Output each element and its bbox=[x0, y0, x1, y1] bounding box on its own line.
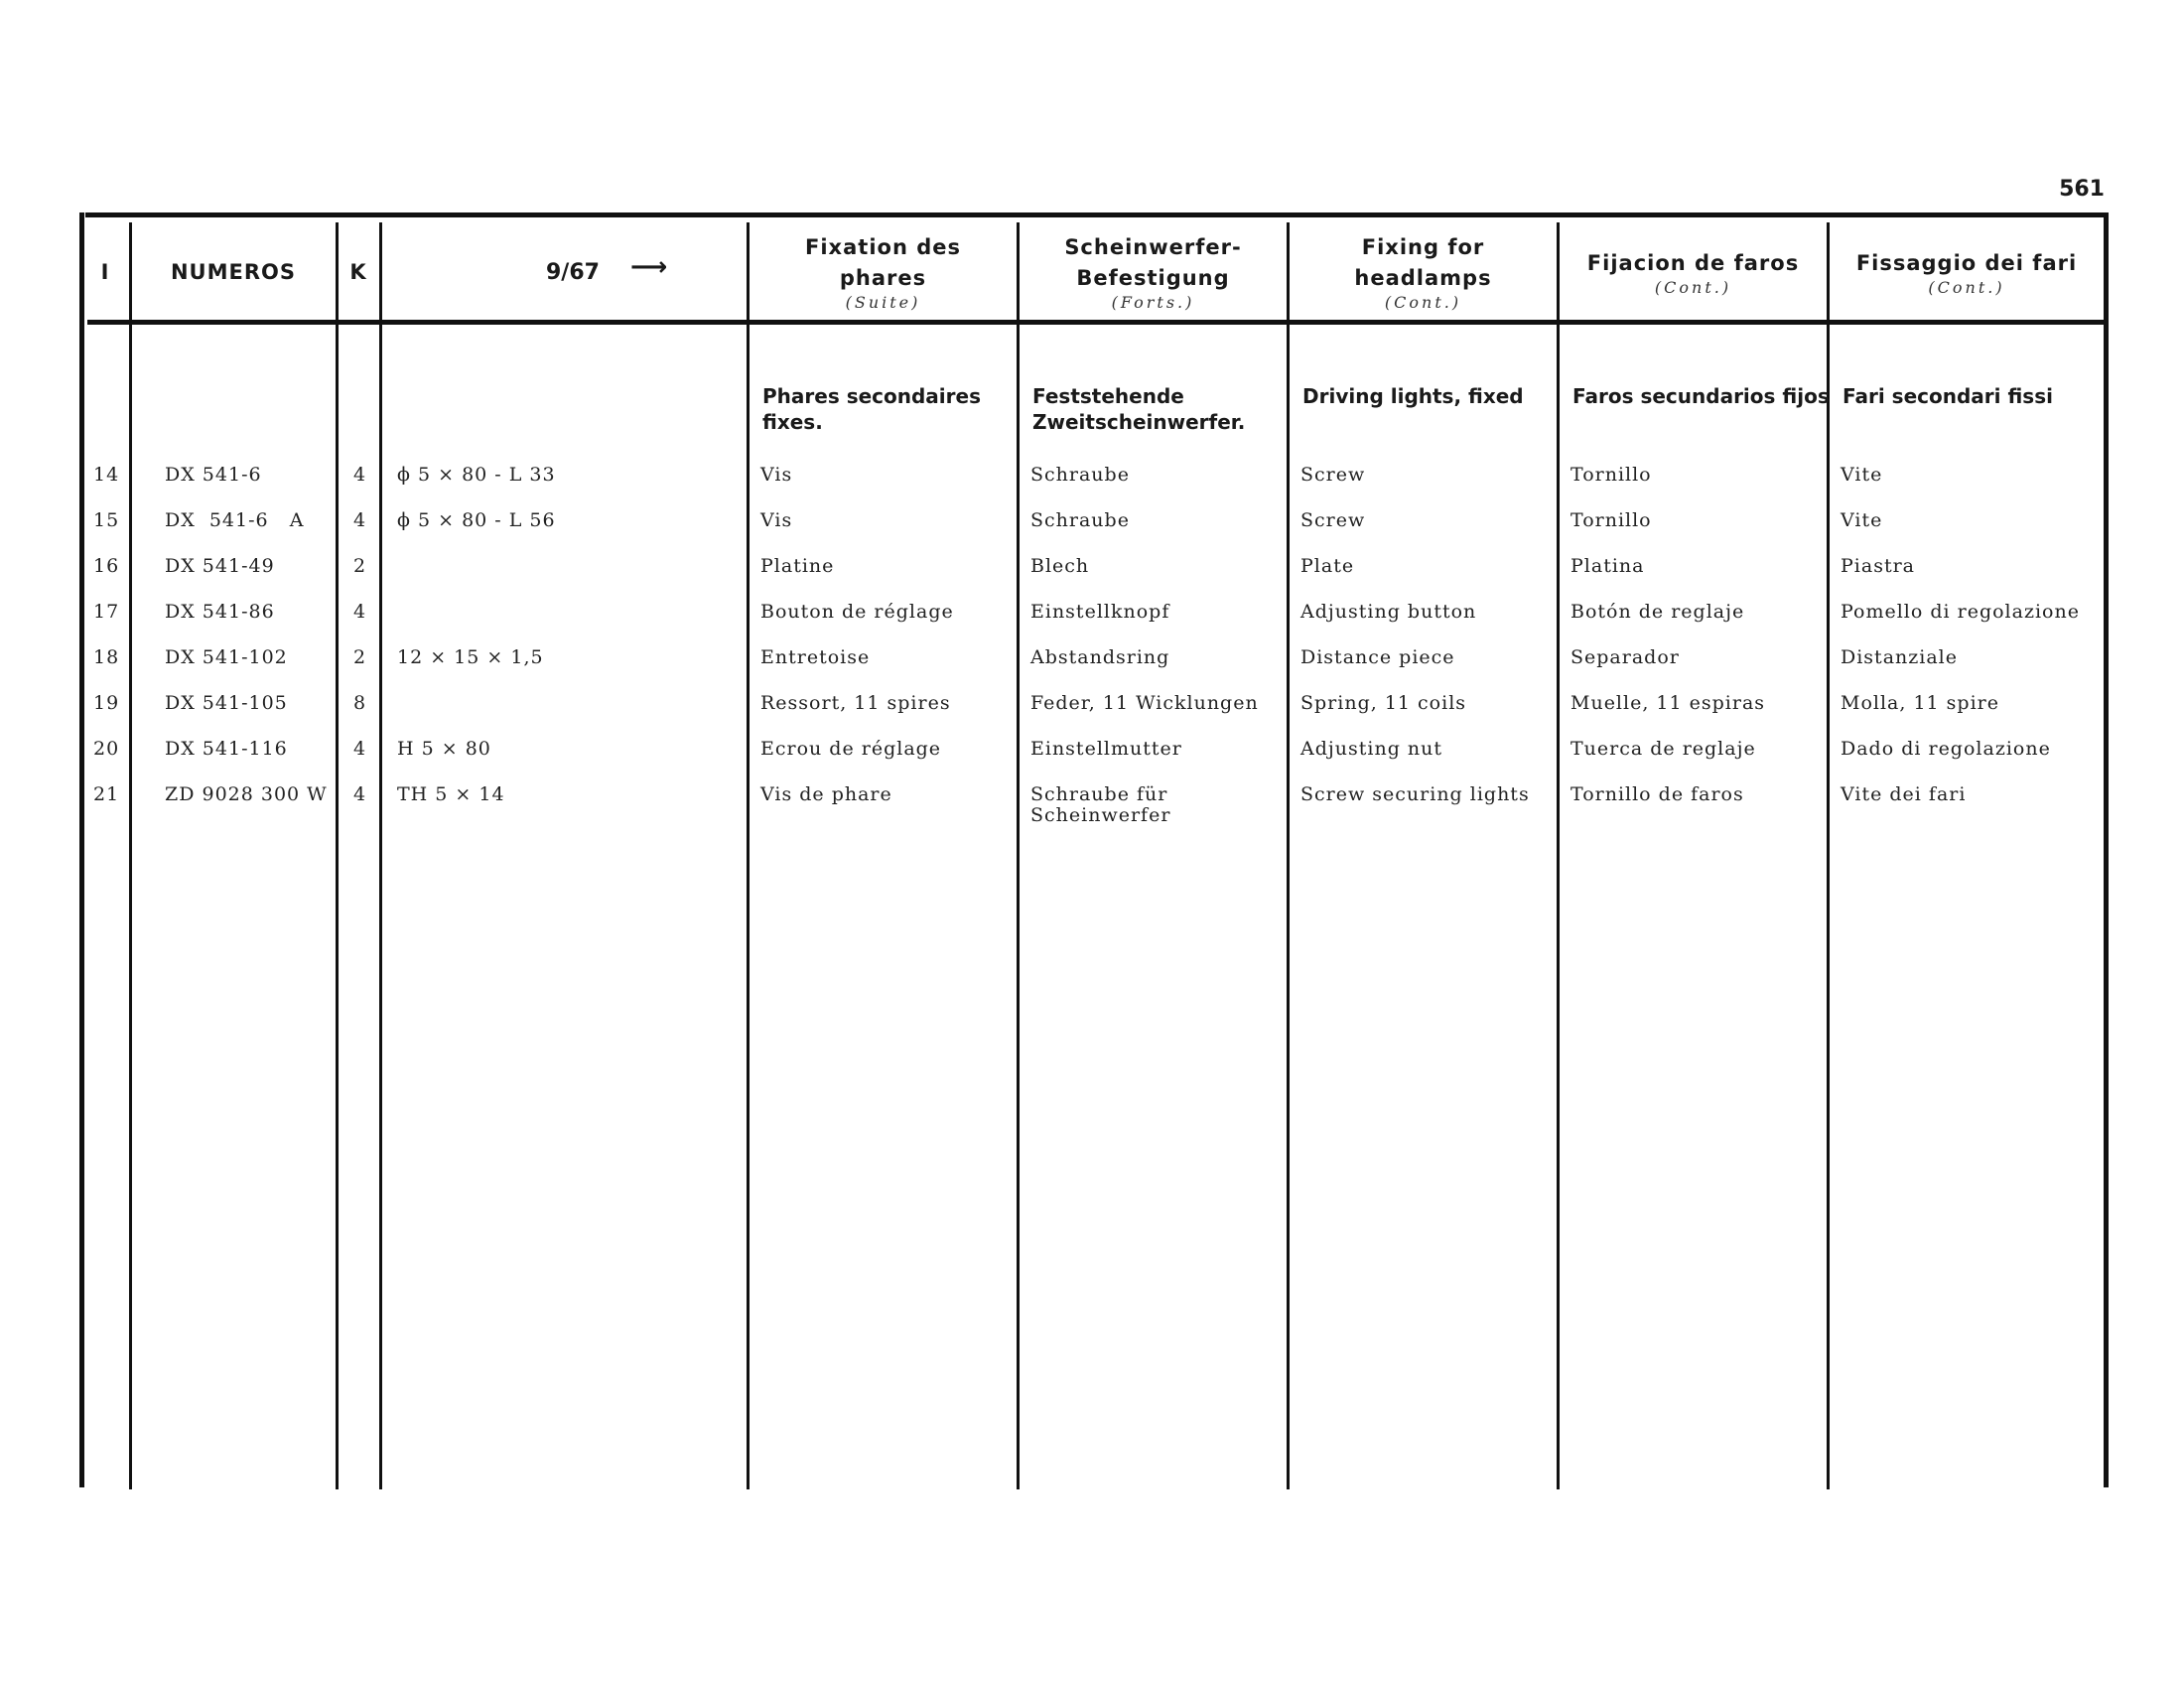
desc-italian: Vite dei fari bbox=[1841, 783, 1967, 805]
row-index: 17 bbox=[93, 601, 120, 623]
parts-table bbox=[79, 209, 2109, 1487]
row-index: 18 bbox=[93, 646, 120, 668]
desc-french: Vis bbox=[760, 464, 793, 486]
table-row bbox=[79, 602, 2109, 647]
desc-german: Blech bbox=[1030, 555, 1090, 577]
row-index: 19 bbox=[93, 692, 120, 714]
column-rule bbox=[747, 222, 750, 1489]
quantity: 4 bbox=[353, 464, 367, 486]
desc-spanish: Separador bbox=[1570, 646, 1680, 668]
desc-italian: Dado di regolazione bbox=[1841, 738, 2051, 760]
part-number: DX 541-116 bbox=[165, 738, 288, 760]
section-title-german: Feststehende Zweitscheinwerfer. bbox=[1032, 384, 1246, 434]
desc-english: Screw securing lights bbox=[1300, 783, 1530, 805]
desc-french: Vis bbox=[760, 509, 793, 531]
table-row bbox=[79, 556, 2109, 602]
table-top-rule bbox=[85, 212, 2109, 217]
desc-french: Platine bbox=[760, 555, 835, 577]
table-row bbox=[79, 784, 2109, 830]
section-title-italian: Fari secondari fissi bbox=[1843, 384, 2053, 408]
part-number: DX 541-102 bbox=[165, 646, 288, 668]
part-number: DX 541-105 bbox=[165, 692, 288, 714]
desc-english: Screw bbox=[1300, 509, 1366, 531]
desc-spanish: Tornillo bbox=[1570, 464, 1652, 486]
page-number: 561 bbox=[2059, 177, 2105, 202]
column-rule bbox=[336, 222, 339, 1489]
quantity: 4 bbox=[353, 738, 367, 760]
row-index: 21 bbox=[93, 783, 120, 805]
desc-german: Abstandsring bbox=[1030, 646, 1170, 668]
dimensions: ϕ 5 × 80 - L 33 bbox=[397, 464, 556, 486]
quantity: 4 bbox=[353, 783, 367, 805]
header-bottom-rule bbox=[87, 320, 2107, 325]
desc-italian: Vite bbox=[1841, 509, 1883, 531]
part-number: DX 541-86 bbox=[165, 601, 275, 623]
row-index: 16 bbox=[93, 555, 120, 577]
header-french: Fixation des phares (Suite) bbox=[805, 235, 961, 312]
column-rule bbox=[79, 212, 84, 1487]
desc-french: Bouton de réglage bbox=[760, 601, 954, 623]
desc-spanish: Platina bbox=[1570, 555, 1645, 577]
header-k: K bbox=[349, 259, 367, 284]
revision-date: 9/67 bbox=[546, 259, 600, 285]
section-title-french: Phares secondaires fixes. bbox=[762, 384, 981, 434]
column-rule bbox=[1557, 222, 1560, 1489]
section-title-spanish: Faros secundarios fijos bbox=[1572, 384, 1830, 408]
desc-french: Ressort, 11 spires bbox=[760, 692, 951, 714]
header-numbers: NUMEROS bbox=[170, 259, 297, 284]
table-row bbox=[79, 693, 2109, 739]
row-index: 15 bbox=[93, 509, 120, 531]
header-english: Fixing for headlamps (Cont.) bbox=[1354, 235, 1492, 312]
column-rule bbox=[379, 222, 382, 1489]
desc-english: Adjusting nut bbox=[1300, 738, 1443, 760]
row-index: 20 bbox=[93, 738, 120, 760]
desc-spanish: Tornillo bbox=[1570, 509, 1652, 531]
table-row bbox=[79, 647, 2109, 693]
quantity: 2 bbox=[353, 646, 367, 668]
row-index: 14 bbox=[93, 464, 120, 486]
column-rule bbox=[1017, 222, 1020, 1489]
column-rule bbox=[1287, 222, 1290, 1489]
quantity: 4 bbox=[353, 509, 367, 531]
desc-german: Feder, 11 Wicklungen bbox=[1030, 692, 1259, 714]
desc-english: Adjusting button bbox=[1300, 601, 1477, 623]
dimensions: 12 × 15 × 1,5 bbox=[397, 646, 544, 668]
part-number: DX 541-6 bbox=[165, 464, 262, 486]
part-number: DX 541-49 bbox=[165, 555, 275, 577]
desc-french: Ecrou de réglage bbox=[760, 738, 942, 760]
arrow-right-icon: ⟶ bbox=[630, 252, 668, 282]
section-title-english: Driving lights, fixed bbox=[1302, 384, 1524, 408]
desc-italian: Pomello di regolazione bbox=[1841, 601, 2080, 623]
desc-german: Schraube bbox=[1030, 464, 1130, 486]
dimensions: TH 5 × 14 bbox=[397, 783, 505, 805]
column-rule bbox=[1827, 222, 1830, 1489]
dimensions: ϕ 5 × 80 - L 56 bbox=[397, 509, 556, 531]
desc-italian: Vite bbox=[1841, 464, 1883, 486]
desc-english: Plate bbox=[1300, 555, 1355, 577]
desc-german: Schraube bbox=[1030, 509, 1130, 531]
header-italian: Fissaggio dei fari (Cont.) bbox=[1855, 250, 2078, 297]
desc-german: Schraube für Scheinwerfer bbox=[1030, 783, 1171, 826]
header-spanish: Fijacion de faros (Cont.) bbox=[1586, 250, 1800, 297]
quantity: 2 bbox=[353, 555, 367, 577]
column-rule bbox=[129, 222, 132, 1489]
column-rule bbox=[2104, 212, 2109, 1487]
part-number: DX 541-6 A bbox=[165, 509, 305, 531]
desc-italian: Piastra bbox=[1841, 555, 1915, 577]
header-index: I bbox=[100, 259, 110, 284]
desc-spanish: Tornillo de faros bbox=[1570, 783, 1744, 805]
desc-spanish: Botón de reglaje bbox=[1570, 601, 1745, 623]
desc-english: Distance piece bbox=[1300, 646, 1455, 668]
part-number: ZD 9028 300 W bbox=[165, 783, 328, 805]
quantity: 4 bbox=[353, 601, 367, 623]
desc-italian: Distanziale bbox=[1841, 646, 1958, 668]
desc-french: Entretoise bbox=[760, 646, 871, 668]
desc-german: Einstellmutter bbox=[1030, 738, 1182, 760]
dimensions: H 5 × 80 bbox=[397, 738, 491, 760]
table-row bbox=[79, 465, 2109, 510]
desc-french: Vis de phare bbox=[760, 783, 892, 805]
table-row bbox=[79, 739, 2109, 784]
desc-spanish: Muelle, 11 espiras bbox=[1570, 692, 1766, 714]
header-german: Scheinwerfer- Befestigung (Forts.) bbox=[1064, 235, 1242, 312]
table-row bbox=[79, 510, 2109, 556]
desc-english: Spring, 11 coils bbox=[1300, 692, 1467, 714]
desc-english: Screw bbox=[1300, 464, 1366, 486]
desc-german: Einstellknopf bbox=[1030, 601, 1170, 623]
quantity: 8 bbox=[353, 692, 367, 714]
desc-italian: Molla, 11 spire bbox=[1841, 692, 1999, 714]
desc-spanish: Tuerca de reglaje bbox=[1570, 738, 1756, 760]
